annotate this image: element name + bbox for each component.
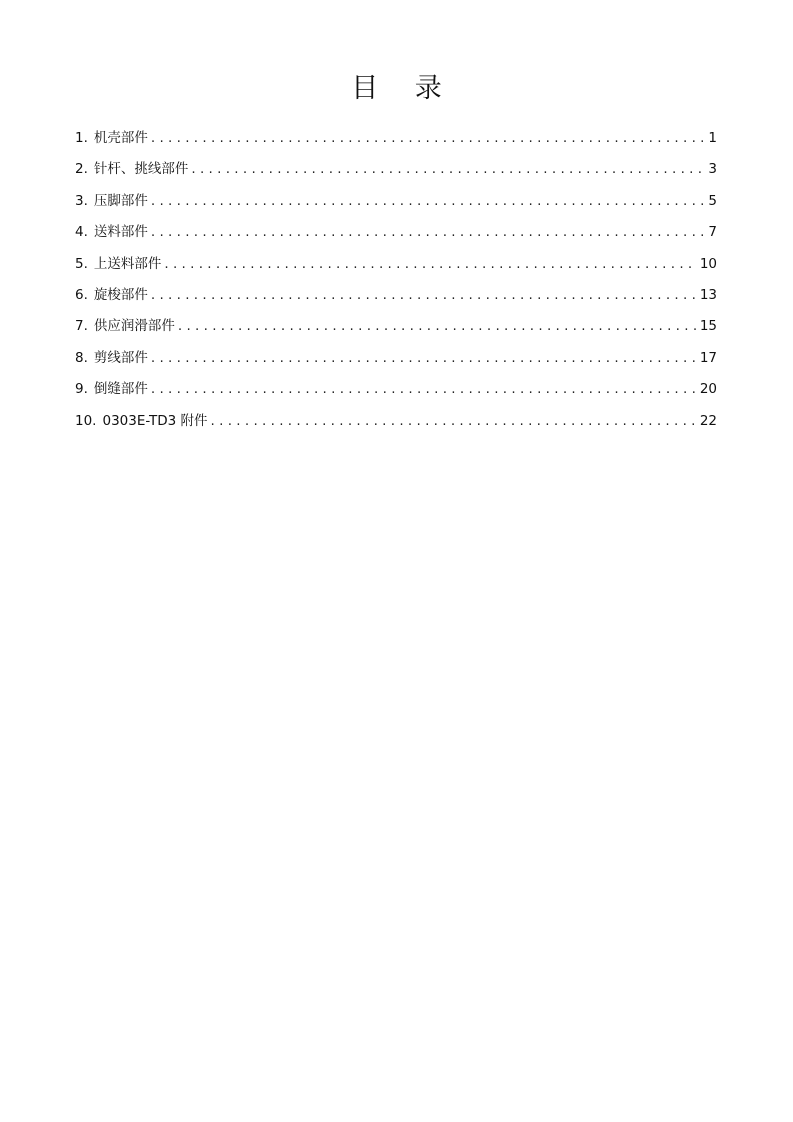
toc-entry[interactable] <box>75 159 717 190</box>
toc-entry[interactable] <box>75 285 717 316</box>
toc-entry-label: 机壳部件 <box>93 130 148 146</box>
toc-entry-label: 上送料部件 <box>93 255 162 272</box>
toc-dot-leader <box>151 222 706 242</box>
toc-dot-leader <box>178 316 697 336</box>
toc-entry[interactable] <box>75 128 717 159</box>
toc-title: 目 录 <box>351 73 456 104</box>
toc-entry-number: 9. <box>75 381 88 398</box>
toc-entry-label: 旋梭部件 <box>93 286 148 303</box>
toc-entry-page: 22 <box>699 412 717 429</box>
toc-entry-page: 15 <box>699 318 717 335</box>
toc-entry-page: 5 <box>708 192 717 209</box>
toc-entry[interactable] <box>75 191 717 222</box>
toc-entry-label: 供应润滑部件 <box>93 318 175 335</box>
toc-entry-number: 3. <box>75 192 88 209</box>
toc-entry-page: 10 <box>699 255 717 272</box>
toc-dot-leader <box>151 128 706 148</box>
toc-dot-leader <box>151 379 697 399</box>
toc-entry-label: 送料部件 <box>93 224 148 241</box>
toc-dot-leader <box>151 348 697 368</box>
toc-dot-leader <box>191 159 705 179</box>
toc-entry-label: 0303E-TD3 附件 <box>102 412 208 429</box>
toc-entry[interactable] <box>75 411 717 442</box>
toc-entry[interactable] <box>75 254 717 285</box>
toc-entry[interactable] <box>75 348 717 379</box>
toc-entry[interactable] <box>75 379 717 410</box>
toc-entry-number: 2. <box>75 161 88 178</box>
toc-entry-page: 7 <box>708 224 717 241</box>
toc-entry-number: 1. <box>75 130 88 146</box>
toc-dot-leader <box>211 411 697 431</box>
toc-entry-page: 1 <box>708 130 717 146</box>
toc-entry-number: 5. <box>75 255 88 272</box>
toc-entry-label: 剪线部件 <box>93 349 148 366</box>
toc-dot-leader <box>164 254 696 274</box>
toc-entry-number: 7. <box>75 318 88 335</box>
toc-entry[interactable] <box>75 316 717 347</box>
toc-entry-label: 倒缝部件 <box>93 381 148 398</box>
toc-entry-page: 3 <box>708 161 717 178</box>
toc-entry-page: 13 <box>699 286 717 303</box>
toc-entry-number: 8. <box>75 349 88 366</box>
table-of-contents <box>75 128 717 442</box>
toc-entry-number: 6. <box>75 286 88 303</box>
toc-entry-number: 10. <box>75 412 97 429</box>
toc-dot-leader <box>151 285 697 305</box>
toc-entry-label: 压脚部件 <box>93 192 148 209</box>
toc-entry-number: 4. <box>75 224 88 241</box>
toc-entry-label: 针杆、挑线部件 <box>93 161 189 178</box>
toc-entry-page: 20 <box>699 381 717 398</box>
toc-entry-page: 17 <box>699 349 717 366</box>
toc-dot-leader <box>151 191 706 211</box>
toc-entry[interactable] <box>75 222 717 253</box>
